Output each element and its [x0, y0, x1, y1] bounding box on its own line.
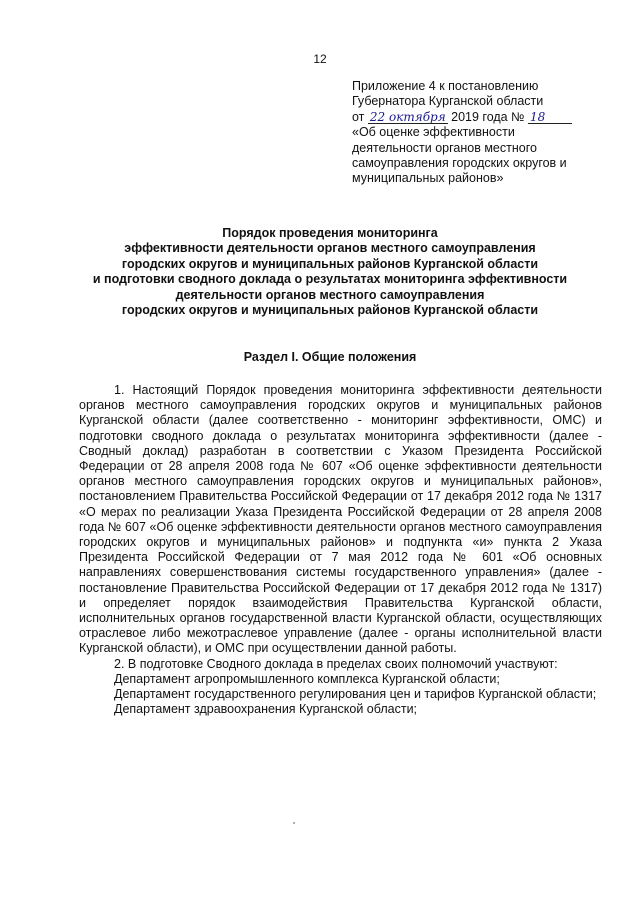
paragraph-1: 1. Настоящий Порядок проведения мониторинга эффективности деятельности органов местного самоуправления городских округов и муниципальных районов Курганской области (далее соответственно - мониторинг эффективности, ОМС) и подготовки сводного доклада о результатах мониторинга эффективности (далее - Сводный доклад) разработан в соответствии с Указом Президента Российской Федерации от 28 апреля 2008 года № 607 «Об оценке эффективности деятельности органов местного самоуправления городских округов и муниципальных районов», постановлением Правительства Российской Федерации от 17 декабря 2012 года № 1317 «О мерах по реализации Указа Президента Российской Федерации от 28 апреля 2008 года № 607 «Об оценке эффективности деятельности органов местного самоуправления городских округов и муниципальных районов» и подпункта «и» пункта 2 Указа Президента Российской Федерации от 7 мая 2012 года № 601 «Об основных направлениях совершенствования системы государственного управления» (далее - постановление Правительства Российской Федерации от 17 декабря 2012 года № 1317) и определяет порядок взаимодействия Правительства Курганской области, исполнительных органов государственной власти Курганской области, осуществляющих отраслевое либо межотраслевое управление (далее - органы исполнительной власти Курганской области), и ОМС при осуществлении данной работы. [79, 383, 602, 656]
appendix-from-label: от [352, 109, 365, 124]
scan-speck [293, 822, 295, 824]
title-line: эффективности деятельности органов местного самоуправления [124, 241, 536, 256]
title-line: городских округов и муниципальных районов Курганской области [121, 256, 539, 271]
appendix-header [352, 79, 620, 187]
appendix-line: Приложение 4 к постановлению [352, 79, 539, 93]
appendix-line: деятельности органов местного [352, 140, 537, 155]
appendix-line: Губернатора Курганской области [352, 94, 544, 109]
document-title [40, 226, 620, 318]
title-line: Порядок проведения мониторинга [222, 226, 438, 240]
title-line: городских округов и муниципальных районов Курганской области [121, 303, 539, 318]
title-line: и подготовки сводного доклада о результатах мониторинга эффективности [92, 272, 568, 287]
paragraph-2: 2. В подготовке Сводного доклада в пределах своих полномочий участвуют: [114, 656, 558, 671]
title-line: деятельности органов местного самоуправления [175, 287, 485, 302]
section-heading: Раздел I. Общие положения [243, 350, 417, 364]
handwritten-number: 18 [528, 111, 572, 124]
list-item: Департамент агропромышленного комплекса Курганской области; [114, 671, 500, 686]
appendix-line: самоуправления городских округов и [352, 156, 567, 171]
section-body [79, 383, 602, 717]
handwritten-date: 22 октября [369, 109, 446, 124]
page-number: 12 [313, 52, 327, 66]
list-item: Департамент здравоохранения Курганской области; [114, 702, 418, 717]
appendix-line: «Об оценке эффективности [352, 125, 515, 140]
appendix-year-label: 2019 года № [451, 109, 525, 124]
list-item: Департамент государственного регулирования цен и тарифов Курганской области; [114, 687, 597, 702]
appendix-date-line [352, 110, 620, 125]
appendix-line: муниципальных районов» [352, 171, 504, 186]
